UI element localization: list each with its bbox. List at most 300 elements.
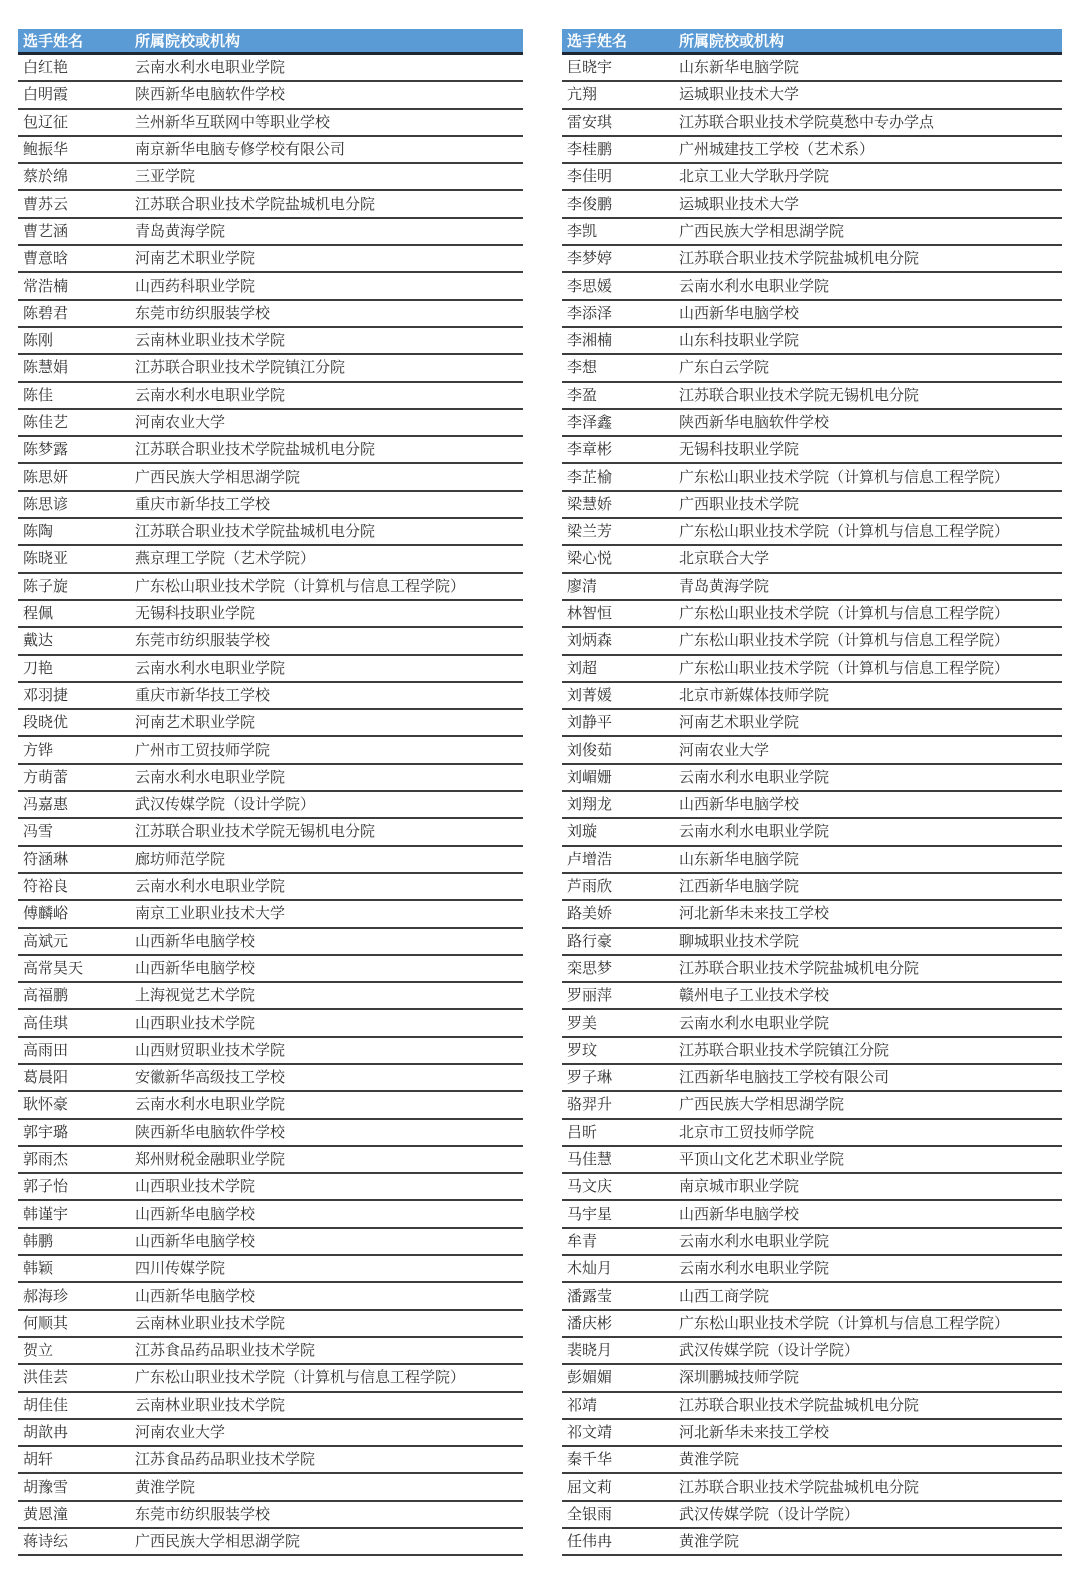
institution-cell: 南京城市职业学院 — [679, 1173, 1062, 1200]
table-body — [562, 54, 1062, 1556]
contestant-name-cell: 方铧 — [18, 736, 135, 763]
contestant-name-cell: 牟青 — [562, 1228, 679, 1255]
contestant-name-cell: 马佳慧 — [562, 1146, 679, 1173]
institution-cell: 江苏联合职业技术学院无锡机电分院 — [135, 818, 523, 845]
table-row — [562, 1200, 1062, 1227]
institution-cell: 兰州新华互联网中等职业学校 — [135, 109, 523, 136]
contestant-name-cell: 陈佳艺 — [18, 409, 135, 436]
institution-cell: 无锡科技职业学院 — [679, 436, 1062, 463]
institution-cell: 河南农业大学 — [135, 409, 523, 436]
institution-cell: 云南林业职业技术学院 — [135, 1392, 523, 1419]
contestant-name-cell: 高常昊天 — [18, 955, 135, 982]
table-row — [562, 1528, 1062, 1555]
header-row — [18, 29, 523, 54]
institution-cell: 南京工业职业技术大学 — [135, 900, 523, 927]
contestant-name-cell: 路美娇 — [562, 900, 679, 927]
contestant-name-cell: 韩鹏 — [18, 1228, 135, 1255]
contestant-name-cell: 冯雪 — [18, 818, 135, 845]
institution-cell: 燕京理工学院（艺术学院） — [135, 545, 523, 572]
contestant-name-cell: 陈慧娟 — [18, 354, 135, 381]
contestant-name-cell: 任伟冉 — [562, 1528, 679, 1555]
table-row — [562, 1364, 1062, 1391]
contestant-name-cell: 蔡於绵 — [18, 163, 135, 190]
institution-cell: 云南水利水电职业学院 — [135, 655, 523, 682]
institution-cell: 青岛黄海学院 — [679, 573, 1062, 600]
contestant-name-cell: 祁靖 — [562, 1392, 679, 1419]
table-row — [562, 1009, 1062, 1036]
institution-cell: 广西民族大学相思湖学院 — [679, 1091, 1062, 1118]
table-row — [18, 163, 523, 190]
contestant-name-cell: 刘超 — [562, 655, 679, 682]
contestant-name-cell: 李章彬 — [562, 436, 679, 463]
table-row — [18, 109, 523, 136]
table-row — [562, 54, 1062, 82]
table-row — [562, 627, 1062, 654]
table-row — [18, 218, 523, 245]
institution-cell: 山东新华电脑学院 — [679, 54, 1062, 82]
table-row — [562, 1473, 1062, 1500]
table-row — [562, 218, 1062, 245]
table-row — [562, 491, 1062, 518]
table-row — [562, 682, 1062, 709]
institution-cell: 河南艺术职业学院 — [135, 245, 523, 272]
table-row — [18, 928, 523, 955]
institution-cell: 河北新华未来技工学校 — [679, 900, 1062, 927]
table-row — [562, 928, 1062, 955]
contestant-name-cell: 刘菁媛 — [562, 682, 679, 709]
contestant-name-cell: 曹艺涵 — [18, 218, 135, 245]
table-row — [562, 1146, 1062, 1173]
institution-cell: 北京市工贸技师学院 — [679, 1119, 1062, 1146]
table-body — [18, 54, 523, 1556]
contestant-name-cell: 韩谨宇 — [18, 1200, 135, 1227]
contestant-name-cell: 刘俊茹 — [562, 736, 679, 763]
table-row — [562, 1446, 1062, 1473]
institution-cell: 四川传媒学院 — [135, 1255, 523, 1282]
institution-cell: 江苏联合职业技术学院盐城机电分院 — [135, 518, 523, 545]
table-header — [562, 29, 1062, 54]
table-row — [18, 1310, 523, 1337]
table-row — [562, 382, 1062, 409]
institution-cell: 云南水利水电职业学院 — [135, 764, 523, 791]
contestant-name-cell: 包辽征 — [18, 109, 135, 136]
contestant-name-cell: 林智恒 — [562, 600, 679, 627]
table-row — [562, 573, 1062, 600]
contestant-name-cell: 李俊鹏 — [562, 190, 679, 217]
institution-cell: 深圳鹏城技师学院 — [679, 1364, 1062, 1391]
table-row — [18, 463, 523, 490]
contestant-name-cell: 洪佳芸 — [18, 1364, 135, 1391]
contestant-name-cell: 骆羿升 — [562, 1091, 679, 1118]
participants-table-left — [18, 29, 523, 1556]
institution-cell: 广西民族大学相思湖学院 — [679, 218, 1062, 245]
institution-cell: 东莞市纺织服装学校 — [135, 1501, 523, 1528]
table-row — [18, 573, 523, 600]
contestant-name-cell: 方萌蕾 — [18, 764, 135, 791]
contestant-name-cell: 陈佳 — [18, 382, 135, 409]
contestant-name-cell: 祁文靖 — [562, 1419, 679, 1446]
contestant-name-cell: 段晓优 — [18, 709, 135, 736]
contestant-name-cell: 李梦婷 — [562, 245, 679, 272]
contestant-name-cell: 马宇星 — [562, 1200, 679, 1227]
contestant-name-cell: 罗玟 — [562, 1037, 679, 1064]
table-row — [562, 1337, 1062, 1364]
contestant-name-cell: 胡豫雪 — [18, 1473, 135, 1500]
contestant-name-cell: 陈陶 — [18, 518, 135, 545]
institution-cell: 广东松山职业技术学院（计算机与信息工程学院） — [679, 655, 1062, 682]
contestant-name-cell: 黄恩潼 — [18, 1501, 135, 1528]
table-row — [562, 545, 1062, 572]
institution-cell: 武汉传媒学院（设计学院） — [679, 1337, 1062, 1364]
table-row — [562, 190, 1062, 217]
institution-cell: 江苏食品药品职业技术学院 — [135, 1446, 523, 1473]
institution-cell: 云南水利水电职业学院 — [679, 1228, 1062, 1255]
institution-cell: 广东松山职业技术学院（计算机与信息工程学院） — [679, 1310, 1062, 1337]
institution-cell: 云南水利水电职业学院 — [679, 764, 1062, 791]
contestant-name-cell: 秦千华 — [562, 1446, 679, 1473]
institution-cell: 广东松山职业技术学院（计算机与信息工程学院） — [135, 573, 523, 600]
contestant-name-cell: 李思媛 — [562, 272, 679, 299]
contestant-name-cell: 李芷榆 — [562, 463, 679, 490]
contestant-name-cell: 陈思谚 — [18, 491, 135, 518]
institution-cell: 重庆市新华技工学校 — [135, 682, 523, 709]
table-row — [18, 982, 523, 1009]
table-row — [18, 1146, 523, 1173]
table-row — [18, 190, 523, 217]
institution-cell: 广西民族大学相思湖学院 — [135, 1528, 523, 1555]
header-institution: 所属院校或机构 — [679, 29, 1062, 54]
institution-cell: 广西民族大学相思湖学院 — [135, 463, 523, 490]
table-row — [562, 955, 1062, 982]
contestant-name-cell: 廖清 — [562, 573, 679, 600]
institution-cell: 江苏联合职业技术学院莫愁中专办学点 — [679, 109, 1062, 136]
table-row — [18, 136, 523, 163]
table-row — [18, 1091, 523, 1118]
contestant-name-cell: 陈刚 — [18, 327, 135, 354]
table-row — [18, 627, 523, 654]
table-row — [562, 354, 1062, 381]
table-row — [18, 1173, 523, 1200]
contestant-name-cell: 全银雨 — [562, 1501, 679, 1528]
contestant-name-cell: 郭子怡 — [18, 1173, 135, 1200]
institution-cell: 广东松山职业技术学院（计算机与信息工程学院） — [679, 518, 1062, 545]
contestant-name-cell: 梁兰芳 — [562, 518, 679, 545]
institution-cell: 武汉传媒学院（设计学院） — [679, 1501, 1062, 1528]
table-row — [18, 54, 523, 82]
institution-cell: 陕西新华电脑软件学校 — [135, 1119, 523, 1146]
table-header — [18, 29, 523, 54]
institution-cell: 山西新华电脑学校 — [135, 928, 523, 955]
institution-cell: 云南水利水电职业学院 — [135, 873, 523, 900]
institution-cell: 广东白云学院 — [679, 354, 1062, 381]
table-row — [18, 1119, 523, 1146]
institution-cell: 河北新华未来技工学校 — [679, 1419, 1062, 1446]
institution-cell: 云南水利水电职业学院 — [135, 1091, 523, 1118]
institution-cell: 武汉传媒学院（设计学院） — [135, 791, 523, 818]
contestant-name-cell: 刘璇 — [562, 818, 679, 845]
institution-cell: 山东新华电脑学院 — [679, 846, 1062, 873]
table-row — [562, 1091, 1062, 1118]
table-row — [562, 1392, 1062, 1419]
contestant-name-cell: 冯嘉惠 — [18, 791, 135, 818]
table-row — [18, 1473, 523, 1500]
contestant-name-cell: 屈文莉 — [562, 1473, 679, 1500]
table-row — [18, 436, 523, 463]
table-row — [562, 900, 1062, 927]
table-row — [18, 81, 523, 108]
institution-cell: 广东松山职业技术学院（计算机与信息工程学院） — [135, 1364, 523, 1391]
contestant-name-cell: 陈思妍 — [18, 463, 135, 490]
institution-cell: 山西新华电脑学校 — [679, 300, 1062, 327]
contestant-name-cell: 罗美 — [562, 1009, 679, 1036]
contestant-name-cell: 李佳明 — [562, 163, 679, 190]
institution-cell: 江苏联合职业技术学院无锡机电分院 — [679, 382, 1062, 409]
contestant-name-cell: 程佩 — [18, 600, 135, 627]
contestant-name-cell: 胡歆冉 — [18, 1419, 135, 1446]
contestant-name-cell: 巨晓宇 — [562, 54, 679, 82]
institution-cell: 河南农业大学 — [135, 1419, 523, 1446]
institution-cell: 江苏联合职业技术学院镇江分院 — [135, 354, 523, 381]
institution-cell: 山西药科职业学院 — [135, 272, 523, 299]
institution-cell: 东莞市纺织服装学校 — [135, 627, 523, 654]
table-row — [562, 1064, 1062, 1091]
table-row — [562, 764, 1062, 791]
institution-cell: 云南水利水电职业学院 — [135, 54, 523, 82]
table-row — [18, 791, 523, 818]
institution-cell: 东莞市纺织服装学校 — [135, 300, 523, 327]
contestant-name-cell: 郭雨杰 — [18, 1146, 135, 1173]
institution-cell: 云南林业职业技术学院 — [135, 1310, 523, 1337]
contestant-name-cell: 高佳琪 — [18, 1009, 135, 1036]
table-row — [18, 1037, 523, 1064]
contestant-name-cell: 潘庆彬 — [562, 1310, 679, 1337]
institution-cell: 南京新华电脑专修学校有限公司 — [135, 136, 523, 163]
contestant-name-cell: 常浩楠 — [18, 272, 135, 299]
table-row — [18, 272, 523, 299]
table-row — [18, 655, 523, 682]
institution-cell: 运城职业技术大学 — [679, 81, 1062, 108]
institution-cell: 广西职业技术学院 — [679, 491, 1062, 518]
contestant-name-cell: 梁慧娇 — [562, 491, 679, 518]
contestant-name-cell: 马文庆 — [562, 1173, 679, 1200]
contestant-name-cell: 吕昕 — [562, 1119, 679, 1146]
institution-cell: 山西职业技术学院 — [135, 1173, 523, 1200]
contestant-name-cell: 高斌元 — [18, 928, 135, 955]
table-row — [18, 409, 523, 436]
contestant-name-cell: 梁心悦 — [562, 545, 679, 572]
contestant-name-cell: 邓羽捷 — [18, 682, 135, 709]
institution-cell: 广州城建技工学校（艺术系） — [679, 136, 1062, 163]
table-row — [562, 1119, 1062, 1146]
table-row — [18, 1200, 523, 1227]
table-row — [562, 1310, 1062, 1337]
institution-cell: 河南艺术职业学院 — [679, 709, 1062, 736]
table-row — [562, 600, 1062, 627]
institution-cell: 安徽新华高级技工学校 — [135, 1064, 523, 1091]
institution-cell: 河南艺术职业学院 — [135, 709, 523, 736]
institution-cell: 广东松山职业技术学院（计算机与信息工程学院） — [679, 463, 1062, 490]
table-row — [18, 600, 523, 627]
table-row — [562, 982, 1062, 1009]
table-row — [562, 1501, 1062, 1528]
institution-cell: 山西新华电脑学校 — [679, 791, 1062, 818]
institution-cell: 上海视觉艺术学院 — [135, 982, 523, 1009]
institution-cell: 云南水利水电职业学院 — [679, 818, 1062, 845]
contestant-name-cell: 李凯 — [562, 218, 679, 245]
institution-cell: 山西财贸职业技术学院 — [135, 1037, 523, 1064]
table-row — [562, 1173, 1062, 1200]
table-row — [18, 1364, 523, 1391]
contestant-name-cell: 韩颖 — [18, 1255, 135, 1282]
contestant-name-cell: 陈梦露 — [18, 436, 135, 463]
table-row — [18, 736, 523, 763]
contestant-name-cell: 刘静平 — [562, 709, 679, 736]
table-row — [562, 136, 1062, 163]
contestant-name-cell: 胡佳佳 — [18, 1392, 135, 1419]
contestant-name-cell: 傅麟峪 — [18, 900, 135, 927]
table-row — [18, 846, 523, 873]
contestant-name-cell: 曹苏云 — [18, 190, 135, 217]
institution-cell: 江苏联合职业技术学院盐城机电分院 — [679, 955, 1062, 982]
table-row — [562, 463, 1062, 490]
institution-cell: 江苏联合职业技术学院盐城机电分院 — [679, 245, 1062, 272]
contestant-name-cell: 罗子琳 — [562, 1064, 679, 1091]
institution-cell: 山西新华电脑学校 — [679, 1200, 1062, 1227]
institution-cell: 运城职业技术大学 — [679, 190, 1062, 217]
table-row — [18, 682, 523, 709]
institution-cell: 黄淮学院 — [135, 1473, 523, 1500]
contestant-name-cell: 李桂鹏 — [562, 136, 679, 163]
table-row — [18, 1392, 523, 1419]
table-row — [18, 1064, 523, 1091]
contestant-name-cell: 芦雨欣 — [562, 873, 679, 900]
institution-cell: 广东松山职业技术学院（计算机与信息工程学院） — [679, 627, 1062, 654]
contestant-name-cell: 罗丽萍 — [562, 982, 679, 1009]
table-row — [18, 354, 523, 381]
table-row — [562, 791, 1062, 818]
table-row — [18, 382, 523, 409]
contestant-name-cell: 刘炳森 — [562, 627, 679, 654]
table-row — [18, 900, 523, 927]
table-row — [18, 300, 523, 327]
institution-cell: 山西职业技术学院 — [135, 1009, 523, 1036]
header-row — [562, 29, 1062, 54]
institution-cell: 山西工商学院 — [679, 1282, 1062, 1309]
table-row — [562, 245, 1062, 272]
table-row — [562, 1419, 1062, 1446]
institution-cell: 黄淮学院 — [679, 1528, 1062, 1555]
institution-cell: 江苏联合职业技术学院盐城机电分院 — [135, 436, 523, 463]
contestant-name-cell: 栾思梦 — [562, 955, 679, 982]
institution-cell: 江苏联合职业技术学院盐城机电分院 — [135, 190, 523, 217]
contestant-name-cell: 何顺其 — [18, 1310, 135, 1337]
table-row — [18, 518, 523, 545]
contestant-name-cell: 彭媚媚 — [562, 1364, 679, 1391]
contestant-name-cell: 木灿月 — [562, 1255, 679, 1282]
institution-cell: 江西新华电脑学院 — [679, 873, 1062, 900]
table-row — [562, 409, 1062, 436]
contestant-name-cell: 李盈 — [562, 382, 679, 409]
contestant-name-cell: 路行豪 — [562, 928, 679, 955]
contestant-name-cell: 高雨田 — [18, 1037, 135, 1064]
institution-cell: 山东科技职业学院 — [679, 327, 1062, 354]
table-row — [18, 1282, 523, 1309]
institution-cell: 云南水利水电职业学院 — [135, 382, 523, 409]
table-row — [18, 1255, 523, 1282]
table-row — [562, 272, 1062, 299]
institution-cell: 赣州电子工业技术学校 — [679, 982, 1062, 1009]
institution-cell: 陕西新华电脑软件学校 — [679, 409, 1062, 436]
institution-cell: 三亚学院 — [135, 163, 523, 190]
institution-cell: 青岛黄海学院 — [135, 218, 523, 245]
contestant-name-cell: 郭宇璐 — [18, 1119, 135, 1146]
participants-table-right — [562, 29, 1062, 1556]
table-row — [562, 300, 1062, 327]
institution-cell: 聊城职业技术学院 — [679, 928, 1062, 955]
institution-cell: 廊坊师范学院 — [135, 846, 523, 873]
table-row — [18, 818, 523, 845]
table-row — [18, 709, 523, 736]
table-row — [562, 846, 1062, 873]
table-row — [18, 1009, 523, 1036]
table-row — [562, 1282, 1062, 1309]
contestant-name-cell: 耿怀豪 — [18, 1091, 135, 1118]
contestant-name-cell: 白明霞 — [18, 81, 135, 108]
table-row — [562, 709, 1062, 736]
contestant-name-cell: 白红艳 — [18, 54, 135, 82]
institution-cell: 江苏联合职业技术学院镇江分院 — [679, 1037, 1062, 1064]
institution-cell: 北京工业大学耿丹学院 — [679, 163, 1062, 190]
institution-cell: 江西新华电脑技工学校有限公司 — [679, 1064, 1062, 1091]
header-contestant-name: 选手姓名 — [562, 29, 679, 54]
contestant-name-cell: 胡轩 — [18, 1446, 135, 1473]
contestant-name-cell: 李泽鑫 — [562, 409, 679, 436]
contestant-name-cell: 陈晓亚 — [18, 545, 135, 572]
contestant-name-cell: 雷安琪 — [562, 109, 679, 136]
contestant-name-cell: 郝海珍 — [18, 1282, 135, 1309]
table-row — [562, 436, 1062, 463]
contestant-name-cell: 符裕良 — [18, 873, 135, 900]
table-row — [18, 491, 523, 518]
table-row — [562, 518, 1062, 545]
institution-cell: 江苏联合职业技术学院盐城机电分院 — [679, 1392, 1062, 1419]
table-row — [18, 327, 523, 354]
institution-cell: 郑州财税金融职业学院 — [135, 1146, 523, 1173]
contestant-name-cell: 刀艳 — [18, 655, 135, 682]
contestant-name-cell: 刘翔龙 — [562, 791, 679, 818]
contestant-name-cell: 卢增浩 — [562, 846, 679, 873]
table-row — [562, 818, 1062, 845]
institution-cell: 江苏食品药品职业技术学院 — [135, 1337, 523, 1364]
institution-cell: 云南水利水电职业学院 — [679, 272, 1062, 299]
institution-cell: 山西新华电脑学校 — [135, 955, 523, 982]
table-row — [562, 109, 1062, 136]
header-contestant-name: 选手姓名 — [18, 29, 135, 54]
table-row — [562, 873, 1062, 900]
table-row — [562, 655, 1062, 682]
institution-cell: 山西新华电脑学校 — [135, 1200, 523, 1227]
contestant-name-cell: 刘嵋姗 — [562, 764, 679, 791]
institution-cell: 黄淮学院 — [679, 1446, 1062, 1473]
table-row — [562, 81, 1062, 108]
table-row — [562, 1228, 1062, 1255]
institution-cell: 无锡科技职业学院 — [135, 600, 523, 627]
contestant-name-cell: 李想 — [562, 354, 679, 381]
table-row — [18, 764, 523, 791]
contestant-name-cell: 潘露莹 — [562, 1282, 679, 1309]
contestant-name-cell: 贺立 — [18, 1337, 135, 1364]
table-row — [18, 1528, 523, 1555]
